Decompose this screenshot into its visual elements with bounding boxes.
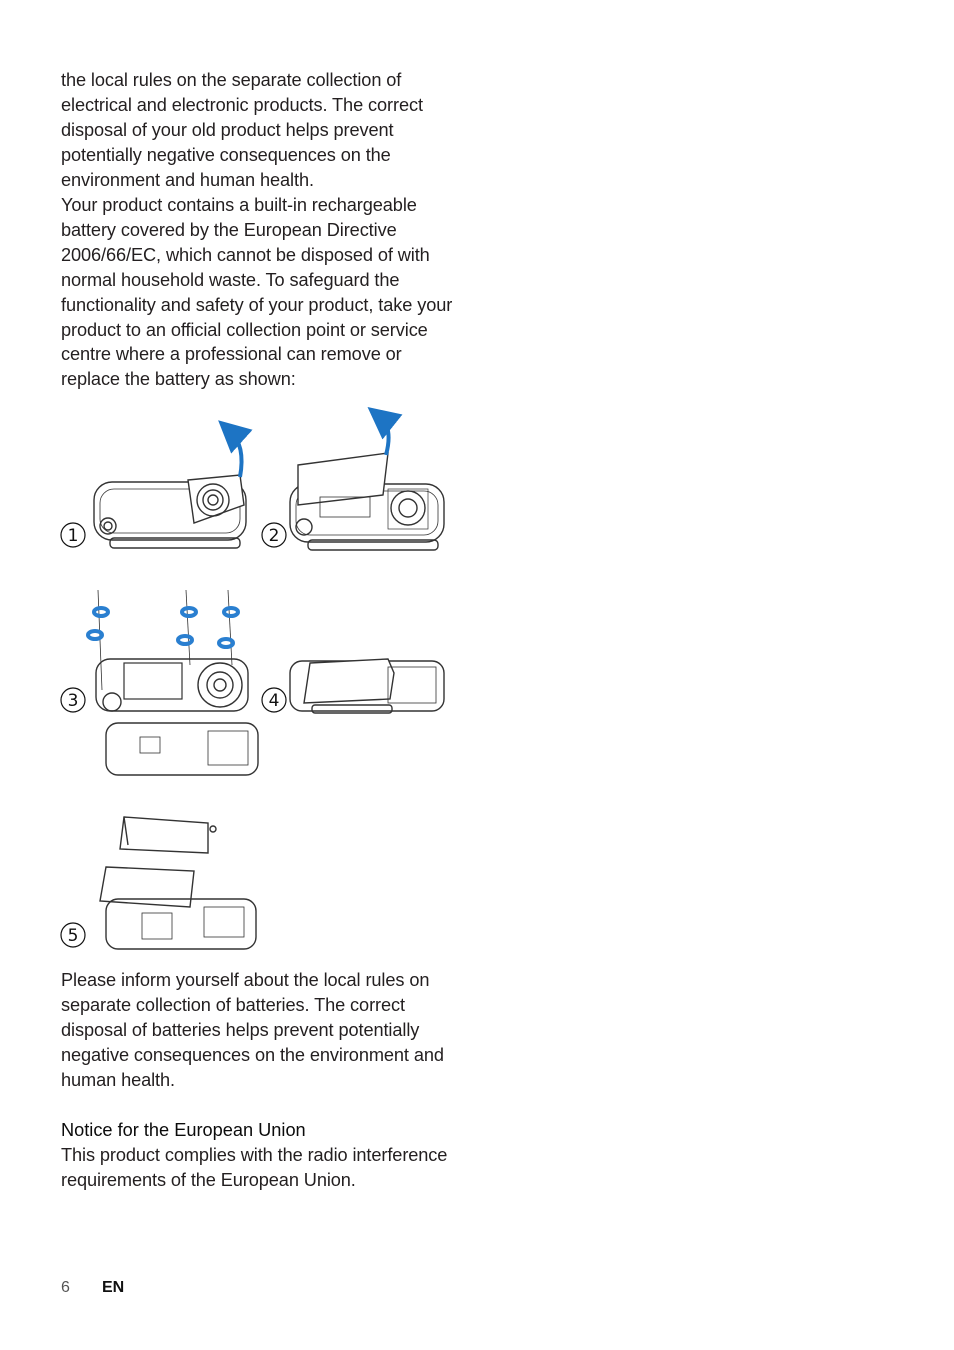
step-1-device — [94, 475, 246, 548]
svg-text:2: 2 — [268, 526, 280, 546]
step-4-device — [290, 659, 444, 713]
notice-heading: Notice for the European Union — [61, 1120, 306, 1140]
lift-arrow-2 — [380, 417, 388, 455]
battery-removal-figure — [58, 405, 458, 960]
step-number-1 — [61, 523, 85, 547]
step-number-4 — [262, 688, 286, 712]
page-number: 6 — [61, 1279, 70, 1296]
lift-arrow-1 — [230, 431, 242, 477]
battery-removal-illustration — [58, 405, 458, 960]
svg-text:1: 1 — [67, 526, 79, 546]
step-number-5 — [61, 923, 85, 947]
svg-text:4: 4 — [268, 691, 280, 711]
step-5-device — [100, 817, 256, 949]
language-code: EN — [102, 1279, 125, 1296]
screw-icons — [88, 608, 238, 647]
battery-paragraph: Your product contains a built-in rechargeable battery covered by the European Directive 2006/66/EC, which cannot be disposed of with normal household waste. To safeguard the functionality and safety of your product, take your product to an official collection point or service centre where a professional can remove or replace the battery as shown: — [61, 195, 453, 390]
svg-text:3: 3 — [67, 691, 79, 711]
step-number-2 — [262, 523, 286, 547]
intro-paragraph: the local rules on the separate collection of electrical and electronic products. The correct disposal of your old product helps prevent potentially negative consequences on the environment and human health. — [61, 70, 423, 190]
batteries-paragraph: Please inform yourself about the local rules on separate collection of batteries. The correct disposal of batteries helps prevent potentially negative consequences on the environment and human health. — [61, 970, 444, 1090]
step-2-device — [290, 453, 444, 550]
notice-body: This product complies with the radio interference requirements of the European Union. — [61, 1145, 448, 1190]
svg-text:5: 5 — [67, 926, 79, 946]
step-number-3 — [61, 688, 85, 712]
